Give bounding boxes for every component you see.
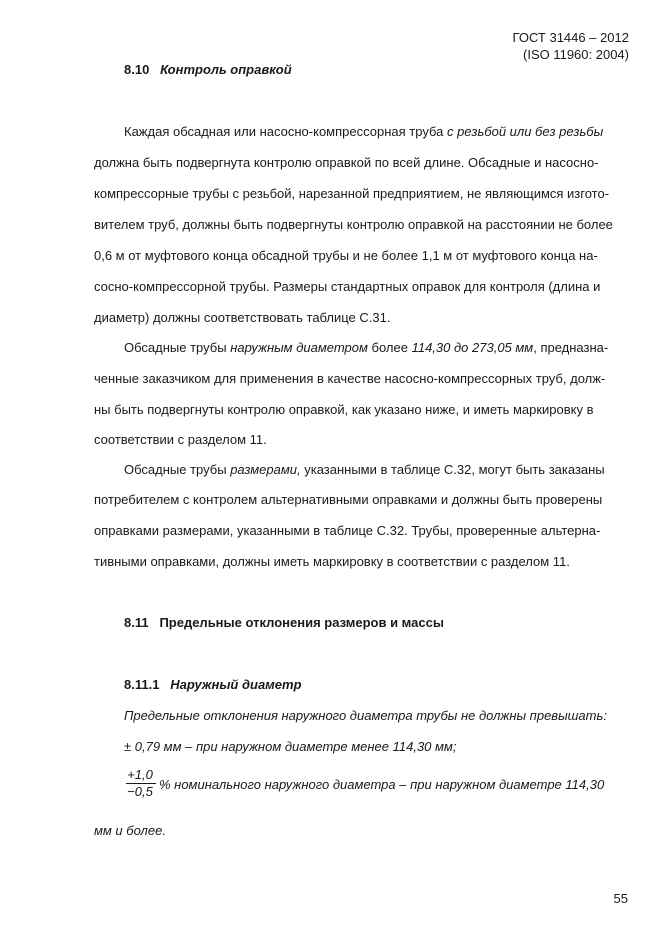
paragraph-line: ны быть подвергнуты контролю оправкой, как указано ниже, и иметь маркировку в: [94, 402, 594, 417]
section-number: 8.11.1: [124, 677, 160, 692]
section-title: Наружный диаметр: [170, 677, 302, 692]
text-run-italic: 114,30 до 273,05 мм: [411, 340, 534, 355]
fraction-numerator: +1,0: [127, 767, 153, 782]
paragraph-line: компрессорные трубы с резьбой, нарезанной предприятием, не являющимся изгото-: [94, 186, 610, 201]
section-heading-8-10: [124, 62, 292, 77]
section-number: 8.11: [124, 615, 149, 630]
paragraph-line: вителем труб, должны быть подвергнуты контролю оправкой на расстоянии не более: [94, 217, 613, 232]
paragraph-line: мм и более.: [94, 823, 166, 838]
iso-reference: (ISO 11960: 2004): [523, 47, 629, 62]
paragraph-line: [124, 462, 605, 477]
paragraph-line: соответствии с разделом 11.: [94, 432, 267, 447]
paragraph-line: должна быть подвергнута контролю оправкой по всей длине. Обсадные и насосно-: [94, 155, 599, 170]
paragraph-line: сосно-компрессорной трубы. Размеры стандартных оправок для контроля (длина и: [94, 279, 601, 294]
paragraph-line: [124, 340, 608, 355]
paragraph-line: Предельные отклонения наружного диаметра трубы не должны превышать:: [124, 708, 607, 723]
text-run-italic: наружным диаметром: [230, 340, 368, 355]
text-run-italic: размерами,: [230, 462, 301, 477]
paragraph-line: потребителем с контролем альтернативными оправками и должны быть проверены: [94, 492, 603, 507]
section-title: Контроль оправкой: [160, 62, 292, 77]
text-run-italic: с резьбой или без резьбы: [446, 124, 604, 139]
text-run: указанными в таблице С.32, могут быть заказаны: [300, 462, 605, 477]
document-standard-code: ГОСТ 31446 – 2012: [512, 30, 629, 45]
paragraph-line: диаметр) должны соответствовать таблице С.31.: [94, 310, 391, 325]
section-heading-8-11-1: [124, 677, 302, 692]
paragraph-line: ± 0,79 мм – при наружном диаметре менее 114,30 мм;: [124, 739, 457, 754]
text-run: Обсадные трубы: [124, 340, 231, 355]
text-run: Обсадные трубы: [124, 462, 231, 477]
paragraph-line: [124, 124, 603, 139]
section-title: Предельные отклонения размеров и массы: [159, 615, 444, 630]
section-heading-8-11: [124, 615, 444, 630]
tolerance-fraction: [124, 767, 156, 800]
paragraph-line: тивными оправками, должны иметь маркировку в соответствии с разделом 11.: [94, 554, 570, 569]
paragraph-line: % номинального наружного диаметра – при наружном диаметре 114,30: [159, 777, 605, 792]
text-run: Каждая обсадная или насосно-компрессорная труба: [124, 124, 447, 139]
fraction-denominator: −0,5: [127, 784, 153, 799]
paragraph-line: ченные заказчиком для применения в качестве насосно-компрессорных труб, долж-: [94, 371, 606, 386]
text-run: более: [367, 340, 412, 355]
page-number: 55: [613, 891, 628, 906]
paragraph-line: оправками размерами, указанными в таблице С.32. Трубы, проверенные альтерна-: [94, 523, 601, 538]
paragraph-line: 0,6 м от муфтового конца обсадной трубы и не более 1,1 м от муфтового конца на-: [94, 248, 598, 263]
section-number: 8.10: [124, 62, 150, 77]
text-run: , предназна-: [533, 340, 609, 355]
